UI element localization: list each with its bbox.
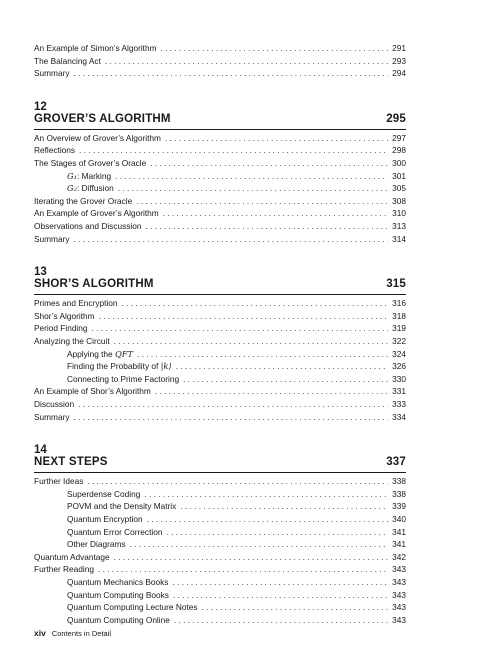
dot-leader <box>173 589 388 601</box>
toc-entry-title <box>34 170 111 182</box>
chapter-heading[interactable] <box>34 113 406 125</box>
dot-leader <box>74 411 389 423</box>
dot-leader <box>118 182 388 194</box>
toc-entry[interactable] <box>34 144 406 156</box>
toc-entry-page: 324 <box>392 348 406 359</box>
toc-entry-page: 331 <box>392 386 406 397</box>
chapter-rule <box>34 472 406 473</box>
toc-entry-title: Shor’s Algorithm <box>34 310 95 321</box>
toc-entry-page: 333 <box>392 399 406 409</box>
toc-entry-page: 342 <box>392 551 406 562</box>
dot-leader <box>180 500 388 512</box>
toc-entry-title: Quantum Computing Online <box>67 614 170 625</box>
toc-entry-title: Summary <box>34 411 70 422</box>
toc-entry-title: POVM and the Density Matrix <box>67 501 177 512</box>
toc-entry-page: 313 <box>392 221 406 231</box>
toc-entry[interactable] <box>34 360 406 372</box>
chapter-page: 315 <box>386 278 406 291</box>
toc-entry[interactable] <box>34 182 406 194</box>
chapter-page: 337 <box>386 456 406 469</box>
toc-entry-page: 301 <box>392 170 406 181</box>
toc-entry[interactable] <box>34 348 406 360</box>
dot-leader <box>87 475 388 487</box>
chapter-heading[interactable] <box>34 456 406 468</box>
toc-entry-title <box>34 182 114 194</box>
toc-entry[interactable] <box>34 398 406 410</box>
chapter-rule <box>34 129 406 130</box>
toc-entry-text: Finding the Probability of <box>67 361 161 372</box>
toc-entry-page: 343 <box>392 577 406 587</box>
toc-entry-title: Further Reading <box>34 564 94 575</box>
dot-leader <box>130 538 389 550</box>
toc-entry-title: Quantum Computing Lecture Notes <box>67 602 198 613</box>
toc-entry-page: 326 <box>392 361 406 372</box>
toc-entry-title: Summary <box>34 68 70 79</box>
toc-entry-title: Quantum Computing Books <box>67 589 169 600</box>
toc-entry-title <box>34 348 133 360</box>
toc-entry-title: The Balancing Act <box>34 55 101 66</box>
chapter-heading[interactable] <box>34 278 406 290</box>
dot-leader <box>92 322 389 334</box>
dot-leader <box>165 132 388 144</box>
chapter-title: NEXT STEPS <box>34 456 108 469</box>
dot-leader <box>150 157 388 169</box>
toc-entry-page: 305 <box>392 183 406 194</box>
toc-entry-title: The Stages of Grover’s Oracle <box>34 158 147 168</box>
toc-entry-title: Superdense Coding <box>67 488 141 499</box>
toc-entry[interactable] <box>34 220 406 232</box>
toc-entry[interactable] <box>34 601 406 613</box>
toc-entry-title: Quantum Error Correction <box>67 526 163 537</box>
toc-entry-title: Other Diagrams <box>67 539 126 550</box>
toc-entry-page: 314 <box>392 233 406 244</box>
toc-entry[interactable] <box>34 513 406 525</box>
dot-leader <box>174 614 388 626</box>
dot-leader <box>163 207 388 219</box>
dot-leader <box>176 360 388 372</box>
toc-entry-text: Applying the <box>67 348 115 359</box>
toc-entry-page: 343 <box>392 614 406 625</box>
toc-entry-page: 343 <box>392 564 406 575</box>
toc-entry-page: 330 <box>392 373 406 384</box>
toc-entry-page: 310 <box>392 208 406 219</box>
toc-entry-title <box>34 360 172 372</box>
toc-entry[interactable] <box>34 55 406 67</box>
toc-entry-title: An Example of Shor’s Algorithm <box>34 386 151 397</box>
chapter-title: SHOR’S ALGORITHM <box>34 278 154 291</box>
footer-page-number: xiv <box>34 628 46 638</box>
dot-leader <box>121 297 388 309</box>
toc-entry[interactable] <box>34 563 406 575</box>
toc-entry[interactable] <box>34 297 406 309</box>
dot-leader <box>78 398 388 410</box>
toc-entry[interactable] <box>34 526 406 538</box>
toc-entry-math: QFT <box>114 348 134 359</box>
toc-entry[interactable] <box>34 233 406 245</box>
chapter-page: 295 <box>386 112 406 125</box>
toc-entry[interactable] <box>34 322 406 334</box>
chapter-rule <box>34 294 406 295</box>
toc-entry-title: An Example of Grover’s Algorithm <box>34 208 159 219</box>
toc-entry[interactable] <box>34 614 406 626</box>
toc-entry-math: |k⟩ <box>160 361 172 372</box>
toc-entry-title: Quantum Advantage <box>34 551 110 562</box>
toc-entry[interactable] <box>34 385 406 397</box>
toc-entry-title: Observations and Discussion <box>34 221 142 231</box>
toc-entry[interactable] <box>34 576 406 588</box>
toc-entry-page: 297 <box>392 132 406 143</box>
toc-entry[interactable] <box>34 310 406 322</box>
chapter-title: GROVER’S ALGORITHM <box>34 112 171 125</box>
dot-leader <box>74 233 389 245</box>
toc-entry-page: 341 <box>392 526 406 537</box>
toc-entry[interactable] <box>34 195 406 207</box>
toc-entry-math: G₂ <box>67 183 77 194</box>
dot-leader <box>202 601 389 613</box>
toc-entry[interactable] <box>34 411 406 423</box>
toc-entry-page: 340 <box>392 514 406 524</box>
toc-entry-title: Period Finding <box>34 323 88 334</box>
toc-entry-title: Quantum Mechanics Books <box>67 577 169 587</box>
toc-entry-page: 319 <box>392 323 406 334</box>
dot-leader <box>99 310 389 322</box>
toc-entry[interactable] <box>34 207 406 219</box>
toc-entry[interactable] <box>34 335 406 347</box>
toc-entry-page: 322 <box>392 336 406 346</box>
toc-entry-title: Further Ideas <box>34 476 84 487</box>
toc-entry-title: Primes and Encryption <box>34 298 118 309</box>
dot-leader <box>183 373 388 385</box>
toc-entry[interactable] <box>34 488 406 500</box>
dot-leader <box>115 170 388 182</box>
toc-entry-text: : Marking <box>76 170 112 181</box>
dot-leader <box>136 195 388 207</box>
footer-label: Contents in Detail <box>51 629 112 638</box>
chapter-number: 13 <box>34 266 47 279</box>
toc-entry-page: 334 <box>392 411 406 422</box>
dot-leader <box>172 576 388 588</box>
toc-entry-title: Connecting to Prime Factoring <box>67 373 180 384</box>
dot-leader <box>145 220 388 232</box>
page-footer <box>34 628 111 638</box>
dot-leader <box>144 488 388 500</box>
dot-leader <box>155 385 388 397</box>
toc-entry[interactable] <box>34 42 406 54</box>
toc-entry-page: 308 <box>392 195 406 206</box>
dot-leader <box>114 551 389 563</box>
dot-leader <box>74 67 389 79</box>
toc-entry-page: 341 <box>392 539 406 550</box>
dot-leader <box>161 42 389 54</box>
dot-leader <box>114 335 389 347</box>
toc-entry[interactable] <box>34 475 406 487</box>
toc-entry-page: 343 <box>392 589 406 600</box>
toc-entry-title: Reflections <box>34 145 76 156</box>
toc-entry-title: Quantum Encryption <box>67 514 143 524</box>
dot-leader <box>137 348 388 360</box>
toc-entry[interactable] <box>34 67 406 79</box>
toc-entry[interactable] <box>34 589 406 601</box>
toc-entry[interactable] <box>34 538 406 550</box>
toc-entry-page: 339 <box>392 501 406 512</box>
toc-entry-title: Summary <box>34 233 70 244</box>
toc-entry-title: Discussion <box>34 399 75 409</box>
toc-entry-text: : Diffusion <box>76 183 114 194</box>
toc-entry-page: 294 <box>392 68 406 79</box>
toc-entry-page: 300 <box>392 158 406 168</box>
chapter-number: 12 <box>34 100 47 113</box>
toc-entry[interactable] <box>34 500 406 512</box>
toc-entry-title: An Example of Simon’s Algorithm <box>34 43 157 53</box>
toc-entry[interactable] <box>34 373 406 385</box>
dot-leader <box>98 563 388 575</box>
toc-entry-title: Analyzing the Circuit <box>34 336 110 346</box>
toc-entry-title: An Overview of Grover’s Algorithm <box>34 132 161 143</box>
dot-leader <box>79 144 388 156</box>
dot-leader <box>147 513 389 525</box>
toc-entry[interactable] <box>34 132 406 144</box>
toc-entry-math: G₁ <box>67 170 77 181</box>
toc-entry-page: 291 <box>392 43 406 53</box>
toc-entry-page: 338 <box>392 476 406 487</box>
dot-leader <box>166 526 388 538</box>
toc-entry-page: 316 <box>392 298 406 309</box>
toc-entry-page: 298 <box>392 145 406 156</box>
toc-entry-page: 293 <box>392 55 406 66</box>
toc-entry-page: 343 <box>392 602 406 613</box>
chapter-number: 14 <box>34 444 47 457</box>
toc-entry[interactable] <box>34 551 406 563</box>
toc-entry[interactable] <box>34 170 406 182</box>
toc-entry-page: 318 <box>392 310 406 321</box>
dot-leader <box>105 55 388 67</box>
toc-entry-page: 338 <box>392 488 406 499</box>
toc-entry-title: Iterating the Grover Oracle <box>34 195 133 206</box>
toc-entry[interactable] <box>34 157 406 169</box>
